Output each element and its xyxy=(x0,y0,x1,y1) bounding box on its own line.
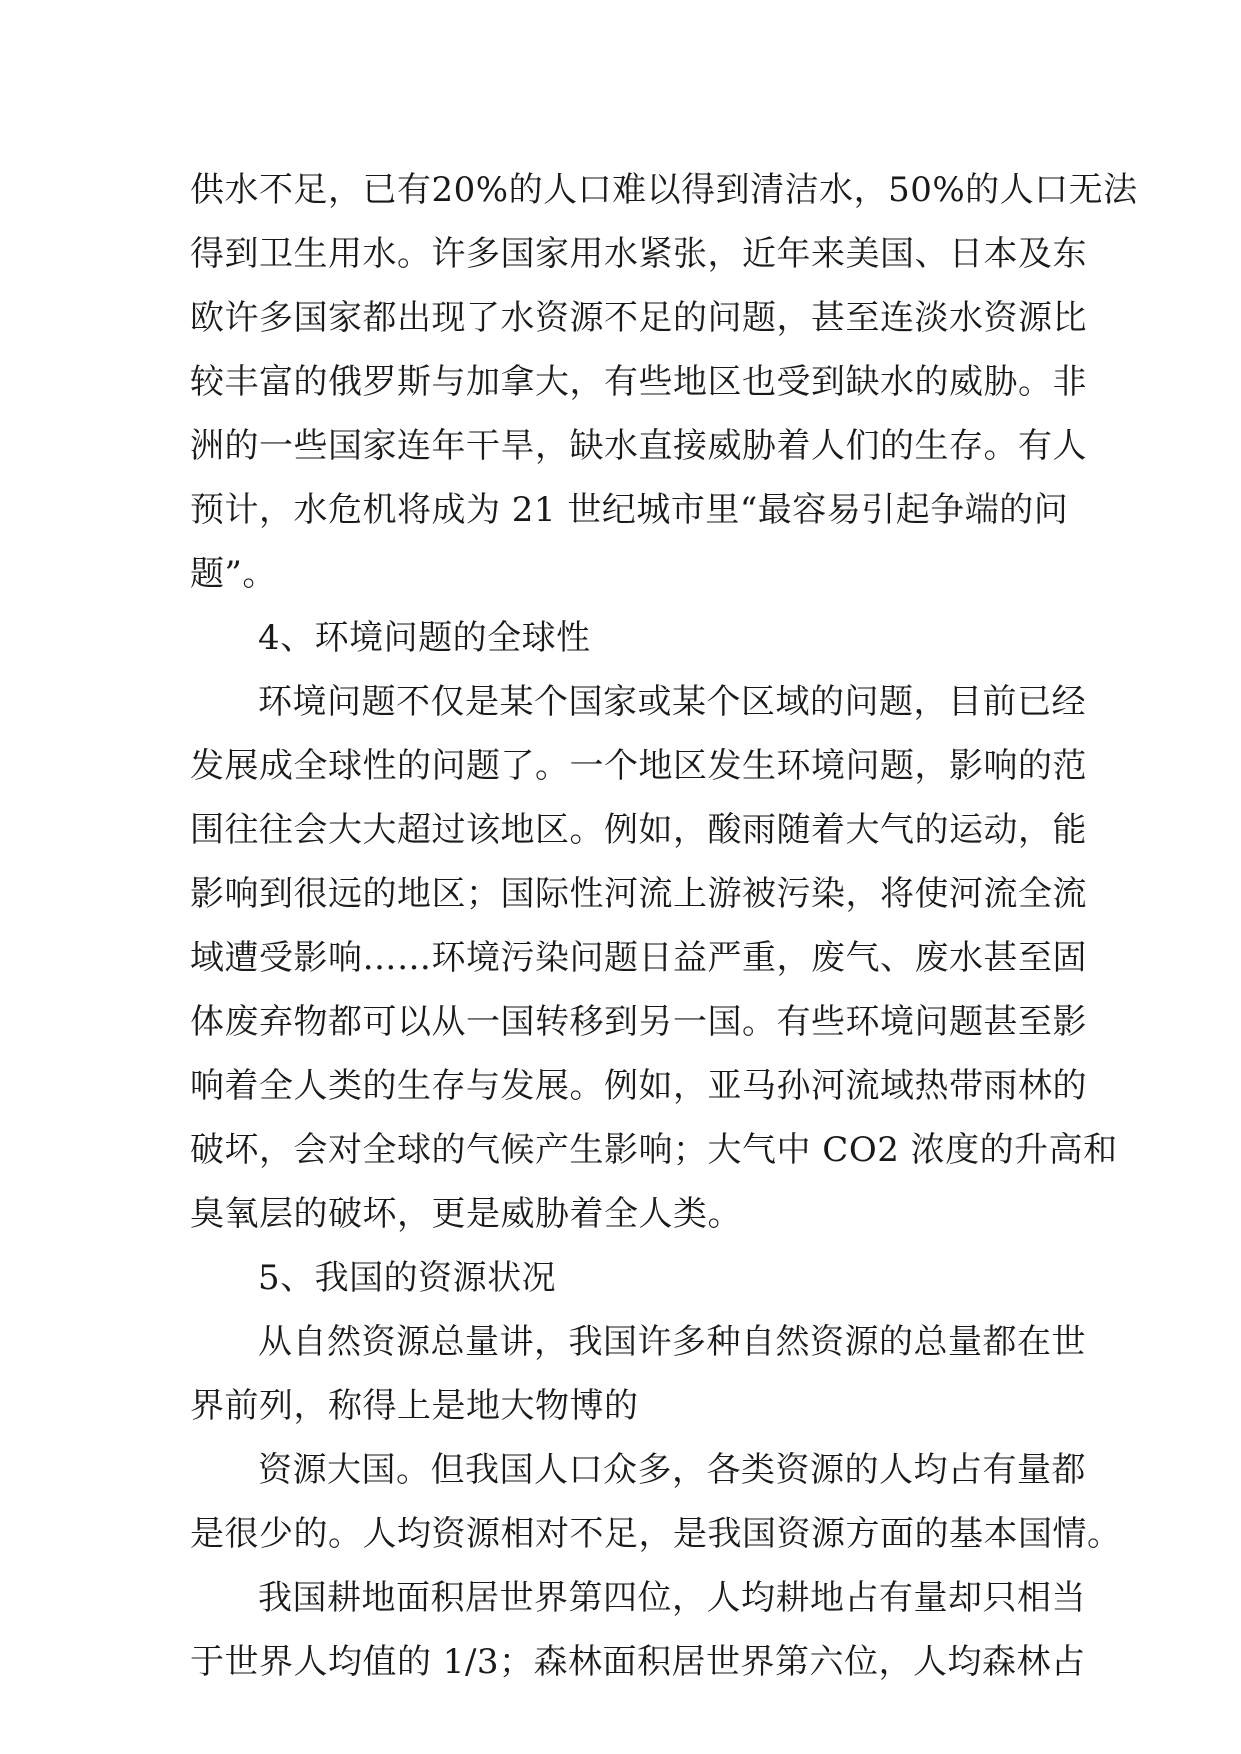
text-line: 于世界人均值的 1/3；森林面积居世界第六位，人均森林占 xyxy=(190,1642,1086,1682)
text-line: 围往往会大大超过该地区。例如，酸雨随着大气的运动，能 xyxy=(190,810,1087,850)
text-line: 发展成全球性的问题了。一个地区发生环境问题，影响的范 xyxy=(190,746,1087,786)
section-heading: 5、我国的资源状况 xyxy=(258,1258,557,1298)
text-line: 环境问题不仅是某个国家或某个区域的问题，目前已经 xyxy=(258,682,1086,722)
text-line: 供水不足，已有20%的人口难以得到清洁水，50%的人口无法 xyxy=(190,170,1138,210)
text-line: 我国耕地面积居世界第四位，人均耕地占有量却只相当 xyxy=(258,1578,1086,1618)
section-heading: 4、环境问题的全球性 xyxy=(258,618,591,658)
text-line: 响着全人类的生存与发展。例如，亚马孙河流域热带雨林的 xyxy=(190,1066,1087,1106)
text-line: 是很少的。人均资源相对不足，是我国资源方面的基本国情。 xyxy=(190,1514,1122,1554)
text-line: 从自然资源总量讲，我国许多种自然资源的总量都在世 xyxy=(258,1322,1086,1362)
text-line: 体废弃物都可以从一国转移到另一国。有些环境问题甚至影 xyxy=(190,1002,1087,1042)
text-line: 欧许多国家都出现了水资源不足的问题，甚至连淡水资源比 xyxy=(190,298,1087,338)
text-line: 界前列，称得上是地大物博的 xyxy=(190,1386,639,1426)
text-line: 题”。 xyxy=(190,554,277,594)
text-line: 洲的一些国家连年干旱，缺水直接威胁着人们的生存。有人 xyxy=(190,426,1087,466)
document-body xyxy=(190,158,1138,1694)
text-line: 破坏，会对全球的气候产生影响；大气中 CO2 浓度的升高和 xyxy=(190,1130,1118,1170)
text-line: 得到卫生用水。许多国家用水紧张，近年来美国、日本及东 xyxy=(190,234,1087,274)
text-line: 预计，水危机将成为 21 世纪城市里“最容易引起争端的问 xyxy=(190,490,1069,530)
text-line: 域遭受影响……环境污染问题日益严重，废气、废水甚至固 xyxy=(190,938,1087,978)
text-line: 臭氧层的破坏，更是威胁着全人类。 xyxy=(190,1194,742,1234)
text-line: 影响到很远的地区；国际性河流上游被污染，将使河流全流 xyxy=(190,874,1087,914)
text-line: 资源大国。但我国人口众多，各类资源的人均占有量都 xyxy=(258,1450,1086,1490)
text-line: 较丰富的俄罗斯与加拿大，有些地区也受到缺水的威胁。非 xyxy=(190,362,1087,402)
